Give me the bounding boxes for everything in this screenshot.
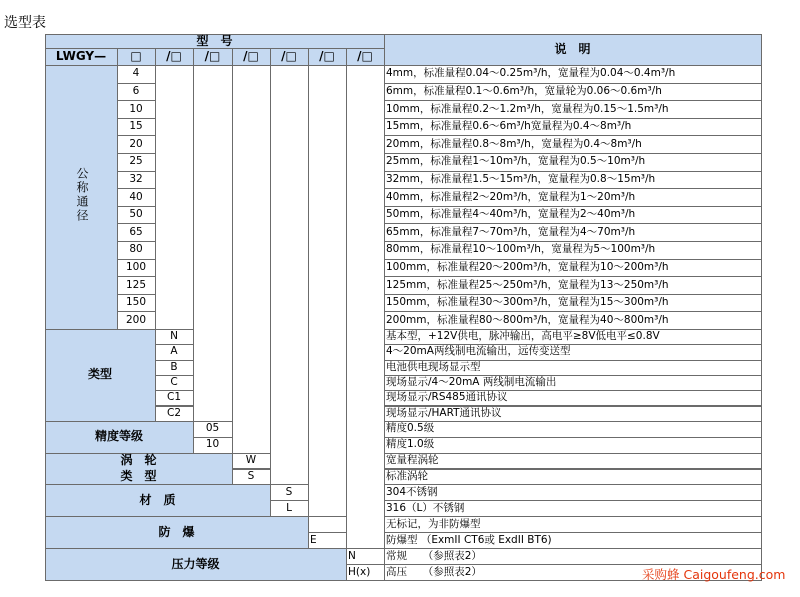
diameter-code: 200	[125, 313, 147, 326]
material-group-label: 材 质	[139, 492, 176, 507]
type-code: A	[170, 345, 178, 358]
explosion-code: E	[310, 533, 317, 546]
material-code: L	[286, 501, 292, 514]
pressure-group-label: 压力等级	[171, 556, 220, 571]
material-code: S	[285, 485, 293, 498]
watermark: 采购蜂 Caigoufeng.com	[642, 567, 786, 582]
slot-header-label: /□	[281, 48, 297, 63]
accuracy-code: 05	[205, 422, 220, 435]
page-title: 选型表	[4, 15, 46, 31]
explosion-code-cell	[308, 516, 347, 533]
diameter-code: 80	[129, 243, 143, 256]
diameter-code: 25	[129, 155, 143, 168]
diameter-code: 50	[129, 208, 143, 221]
slot-header-label: /□	[204, 48, 221, 63]
diameter-code: 20	[129, 137, 143, 150]
turbine-desc: 标准涡轮	[386, 469, 428, 482]
pressure-desc: 高压 （参照表2）	[386, 565, 482, 578]
slot-header-label: /□	[166, 48, 182, 63]
accuracy-desc: 精度0.5级	[386, 422, 435, 435]
diameter-code: 4	[132, 67, 140, 80]
type-code: C	[170, 376, 178, 389]
type-code: B	[170, 360, 178, 373]
diameter-code: 65	[129, 225, 143, 238]
empty-column-cell	[270, 65, 309, 485]
empty-column-cell	[232, 65, 271, 454]
turbine-code: W	[245, 454, 257, 467]
diameter-desc: 4mm，标准量程0.04～0.25m³/h，宽量程为0.04～0.4m³/h	[386, 67, 676, 80]
explosion-desc: 防爆型 （ExmII CT6或 ExdII BT6)	[386, 533, 552, 546]
diameter-desc: 25mm，标准量程1～10m³/h，宽量程为0.5～10m³/h	[386, 155, 646, 168]
pressure-code: H(x)	[348, 565, 371, 578]
type-group-label: 类型	[87, 367, 112, 382]
diameter-desc: 50mm，标准量程4～40m³/h，宽量程为2～40m³/h	[386, 208, 636, 221]
slot-header-label: /□	[357, 48, 373, 63]
model-prefix: LWGY—	[55, 48, 107, 63]
pressure-code: N	[348, 549, 356, 562]
diameter-group-label: 公称通径	[75, 167, 89, 223]
type-desc: 现场显示/4～20mA 两线制电流输出	[386, 376, 557, 389]
diameter-desc: 20mm，标准量程0.8～8m³/h，宽量程为0.4～8m³/h	[386, 137, 642, 150]
diameter-desc: 150mm，标准量程30～300m³/h，宽量程为15～300m³/h	[386, 296, 669, 309]
diameter-desc: 15mm，标准量程0.6～6m³/h宽量程为0.4～8m³/h	[386, 120, 632, 133]
type-desc: 基本型，+12V供电，脉冲输出，高电平≥8V低电平≤0.8V	[386, 330, 660, 343]
empty-column-cell	[308, 65, 347, 517]
empty-column-cell	[155, 65, 194, 330]
diameter-desc: 40mm，标准量程2～20m³/h，宽量程为1～20m³/h	[386, 190, 636, 203]
material-desc: 316（L）不锈钢	[386, 501, 465, 514]
diameter-desc: 100mm，标准量程20～200m³/h，宽量程为10～200m³/h	[386, 260, 669, 273]
turbine-group-label: 涡 轮	[120, 453, 157, 468]
desc-header-label: 说 明	[554, 42, 591, 57]
type-desc: 现场显示/HART通讯协议	[386, 406, 502, 419]
type-code: C2	[166, 406, 181, 419]
explosion-group-label: 防 爆	[158, 524, 195, 539]
diameter-code: 6	[132, 84, 140, 97]
empty-column-cell	[193, 65, 233, 422]
turbine-desc: 宽量程涡轮	[386, 454, 439, 467]
turbine-group-label: 类 型	[120, 468, 157, 483]
accuracy-code: 10	[205, 438, 220, 451]
diameter-desc: 32mm，标准量程1.5～15m³/h，宽量程为0.8～15m³/h	[386, 172, 656, 185]
explosion-desc: 无标记，为非防爆型	[386, 517, 481, 530]
model-header-label: 型 号	[196, 33, 233, 48]
diameter-code: 150	[125, 296, 147, 309]
slot-header-label: □	[130, 48, 142, 63]
diameter-desc: 125mm，标准量程25～250m³/h，宽量程为13～250m³/h	[386, 278, 669, 291]
diameter-desc: 10mm，标准量程0.2～1.2m³/h，宽量程为0.15～1.5m³/h	[386, 102, 669, 115]
diameter-code: 15	[129, 120, 143, 133]
diameter-code: 125	[125, 278, 147, 291]
accuracy-group-label: 精度等级	[94, 429, 143, 444]
type-desc: 电池供电现场显示型	[386, 360, 481, 373]
pressure-desc: 常规 （参照表2）	[386, 549, 482, 562]
type-desc: 4～20mA两线制电流输出，远传变送型	[386, 345, 571, 358]
accuracy-desc: 精度1.0级	[386, 438, 435, 451]
slot-header-label: /□	[243, 48, 259, 63]
diameter-desc: 65mm，标准量程7～70m³/h，宽量程为4～70m³/h	[386, 225, 636, 238]
type-code: N	[170, 330, 178, 343]
material-desc: 304不锈钢	[386, 485, 438, 498]
diameter-code: 10	[129, 102, 143, 115]
diameter-code: 32	[129, 172, 143, 185]
slot-header-label: /□	[319, 48, 335, 63]
diameter-desc: 200mm，标准量程80～800m³/h，宽量程为40～800m³/h	[386, 313, 669, 326]
type-code: C1	[166, 391, 181, 404]
type-desc: 现场显示/RS485通讯协议	[386, 391, 508, 404]
turbine-code: S	[247, 469, 255, 482]
diameter-code: 100	[125, 260, 147, 273]
empty-column-cell	[346, 65, 385, 549]
diameter-desc: 6mm，标准量程0.1～0.6m³/h，宽量轮为0.06～0.6m³/h	[386, 84, 662, 97]
diameter-desc: 80mm，标准量程10～100m³/h，宽量程为5～100m³/h	[386, 243, 656, 256]
diameter-code: 40	[129, 190, 143, 203]
